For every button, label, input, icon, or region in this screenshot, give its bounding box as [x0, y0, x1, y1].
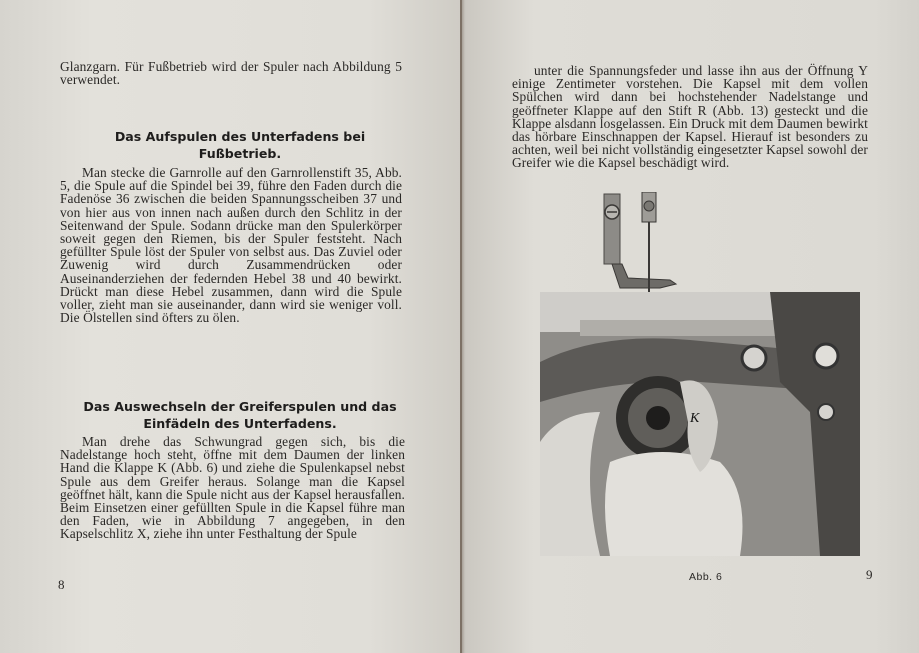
paragraph-aufspulen	[60, 166, 402, 324]
intro-text	[60, 60, 402, 86]
presser-foot-illustration	[590, 192, 680, 302]
paragraph-einsetzen	[512, 64, 868, 170]
figure-caption: Abb. 6	[689, 571, 723, 583]
paragraph-auswechseln	[60, 435, 405, 541]
intro-paragraph: Glanzgarn. Für Fußbetrieb wird der Spuler nach Abbildung 5 verwendet.	[60, 59, 402, 88]
figure-abb6-photo	[540, 292, 860, 556]
page-number-right: 9	[866, 567, 873, 582]
figure-label-k: K	[690, 411, 700, 426]
heading-aufspulen: Das Aufspulen des Unterfadens bei Fußbetrieb.	[114, 129, 366, 161]
paragraph-aufspulen-text: Man stecke die Garnrolle auf den Garnrollenstift 35, Abb. 5, die Spule auf die Spindel bei 39, führe den Faden durch die Fadenöse 36 zwischen die beiden Spannungsscheiben 37 und von hier aus von innen nach außen durch den Schlitz in der Seitenwand der Spule. Sodann drücke man den Spulerkörper soweit gegen den Riemen, bis der Spuler feststeht. Nach gefüllter Spule löst der Spuler von selbst aus. Das Zuviel oder Zuwenig wird durch Zusammendrücken oder Auseinanderziehen der federnden Hebel 38 und 40 bewirkt. Drückt man diese Hebel zusammen, dann wird die Spule voller, zieht man sie auseinander, dann wird sie weniger voll. Die Ölstellen sind öfters zu ölen.	[60, 165, 402, 326]
paragraph-auswechseln-text: Man drehe das Schwungrad gegen sich, bis die Nadelstange hoch steht, öffne mit dem Daumen der linken Hand die Klappe K (Abb. 6) und ziehe die Spulenkapsel nebst Spule aus dem Greifer heraus. Solange man die Kapsel geöffnet hält, kann die Spule nicht aus der Kapsel herausfallen. Beim Einsetzen einer gefüllten Spule in die Kapsel führe man den Faden, wie in Abbildung 7 angegeben, in den Kapselschlitz X, ziehe ihn unter Festhaltung der Spule	[60, 434, 405, 542]
heading-auswechseln: Das Auswechseln der Greiferspulen und das Einfädeln des Unterfadens.	[83, 399, 397, 431]
page-number-left: 8	[58, 577, 65, 592]
figure-abb6	[540, 292, 860, 556]
paragraph-einsetzen-text: unter die Spannungsfeder und lasse ihn aus der Öffnung Y einige Zentimeter vorstehen. Die Kapsel mit dem vollen Spülchen wird dann bei hochstehender Nadelstange und geöffneter Klappe auf den Stift R (Abb. 13) gesteckt und die Klappe alsdann losgelassen. Ein Druck mit dem Daumen bewirkt das hörbare Einschnappen der Kapsel. Hierauf ist besonders zu achten, weil bei nicht vollständig eingesetzter Kapsel sowohl der Greifer wie die Kapsel beschädigt wird.	[512, 63, 868, 171]
